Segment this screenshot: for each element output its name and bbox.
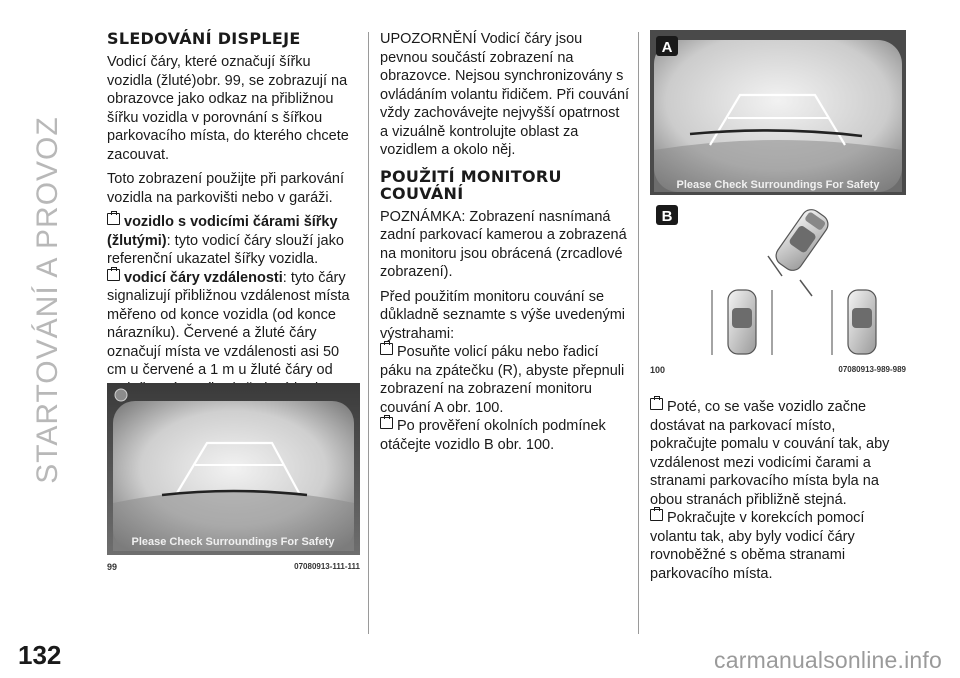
bullet-icon — [650, 398, 663, 410]
paragraph: Vodicí čáry, které označují šířku vozidla (žluté)obr. 99, se zobrazují na obrazovce jako odkaz na přibližnou šířku vozidla v porovnání s šířkou parkovacího místa, do kterého chcete zacouvat. — [107, 54, 349, 163]
bullet-term: vozidlo s vodicími čárami šířky (žlutými) — [107, 214, 338, 249]
figure-number: 99 — [107, 562, 118, 572]
camera-monitor-image — [650, 30, 906, 358]
watermark: carmanualsonline.info — [714, 647, 942, 673]
bullet-icon — [107, 269, 120, 281]
figure-caption — [107, 562, 360, 572]
parked-car — [728, 290, 756, 354]
camera-icon — [115, 389, 127, 401]
bullet-text: Posuňte volicí páku nebo řadicí páku na zpátečku (R), abyste přepnuli zobrazení na zobrazení monitoru couvání A obr. 100. — [380, 344, 625, 416]
bullet-icon — [380, 417, 393, 429]
chapter-side-label: STARTOVÁNÍ A PROVOZ — [31, 116, 64, 484]
bullet-item — [380, 343, 630, 417]
bullet-text: : tyto čáry signalizují přibližnou vzdálenost místa měřeno od konce vozidla (od konce nárazníku). Červené a žluté čáry označují místa ve vzdálenosti asi 50 cm u červené a 1 m u žluté čáry od — [107, 269, 350, 378]
section-heading: POUŽITÍ MONITORU COUVÁNÍ — [380, 166, 562, 203]
parked-car — [848, 290, 876, 354]
paragraph: POZNÁMKA: Zobrazení nasnímaná zadní parkovací kamerou a zobrazená na monitoru jsou obrácená (zrcadlové zobrazení). — [380, 208, 627, 280]
bullet-text: Pokračujte v korekcích pomocí volantu tak, aby byly vodicí čáry rovnoběžné s oběma stranami parkovacího místa. — [650, 510, 865, 582]
page-number: 132 — [18, 640, 62, 670]
bullet-text: Po prověření okolních podmínek otáčejte vozidlo B obr. 100. — [380, 418, 606, 453]
figure-code: 07080913-111-111 — [294, 562, 360, 571]
figure-99 — [107, 383, 360, 572]
label-a: A — [661, 39, 673, 56]
paragraph: Toto zobrazení použijte při parkování vozidla na parkovišti nebo v garáži. — [107, 171, 344, 206]
figure-code: 07080913-989-989 — [838, 365, 906, 374]
bullet-item — [650, 398, 906, 509]
column-3 — [650, 398, 906, 583]
bullet-icon — [380, 343, 393, 355]
paragraph: Před použitím monitoru couvání se důkladně seznamte s výše uvedenými výstrahami: — [380, 288, 626, 342]
column-2 — [380, 30, 630, 454]
overlay-text: Please Check Surroundings For Safety — [676, 179, 880, 191]
bullet-icon — [650, 509, 663, 521]
bullet-item — [380, 417, 630, 454]
label-b: B — [661, 208, 673, 225]
column-divider — [368, 32, 369, 634]
paragraph: UPOZORNĚNÍ Vodicí čáry jsou pevnou součástí zobrazení na obrazovce. Nejsou synchronizovány s ovládáním volantu řidičem. Při couvání vždy zachovávejte nejvyšší opatrnost a vizuálně kontrolujte oblast za vozidlem a okolo něj. — [380, 31, 630, 158]
figure-100 — [650, 30, 906, 375]
camera-screen-image — [107, 383, 360, 555]
figure-caption — [650, 365, 906, 375]
bullet-icon — [107, 213, 120, 225]
bullet-text: Poté, co se vaše vozidlo začne dostávat na parkovací místo, pokračujte pomalu v couvání tak, aby vzdálenost mezi vodicími čarami a stranami parkovacího místa byla na obou stranách přibližně stejná. — [650, 399, 890, 508]
bullet-text: : tyto vodicí čáry slouží jako referenční ukazatel šířky vozidla. — [107, 232, 344, 267]
bullet-item — [107, 213, 359, 269]
overlay-text: Please Check Surroundings For Safety — [131, 536, 335, 548]
bullet-term: vodicí čáry vzdálenosti — [124, 269, 283, 286]
bullet-item — [650, 509, 906, 583]
column-divider — [638, 32, 639, 634]
column-1 — [107, 30, 359, 417]
figure-number: 100 — [650, 365, 666, 375]
section-heading: SLEDOVÁNÍ DISPLEJE — [107, 29, 301, 48]
